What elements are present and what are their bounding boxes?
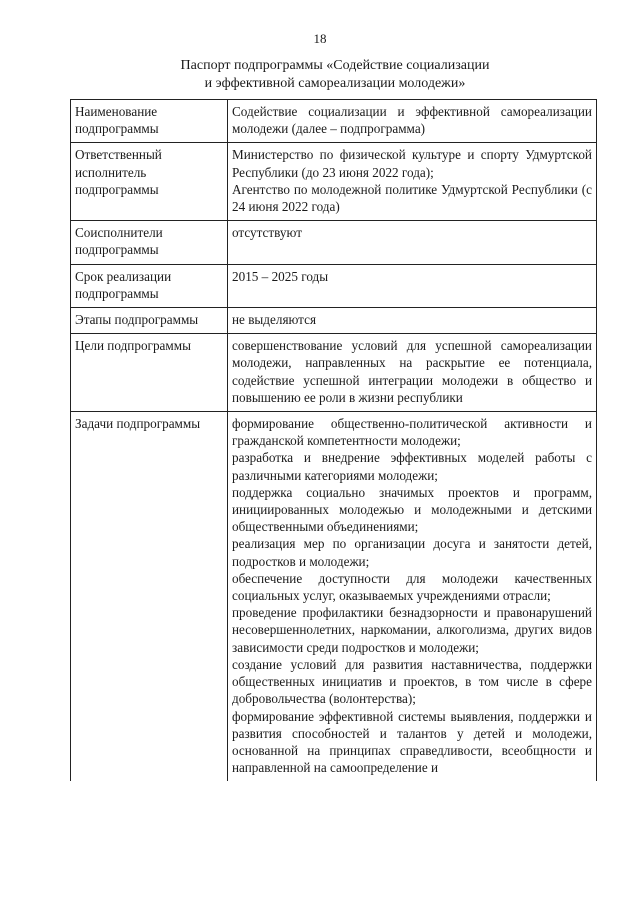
- row-label-executor: Ответственный исполнитель подпрограммы: [71, 143, 228, 221]
- row-value-goals: совершенствование условий для успешной самореализации молодежи, направленных на раскрытие ее потенциала, содействие успешной интеграции молодежи в общество и повышению ее роли в жизни республики: [228, 334, 597, 412]
- task-item: реализация мер по организации досуга и занятости детей, подростков и молодежи;: [232, 536, 592, 569]
- table-row: [71, 264, 597, 307]
- task-item: поддержка социально значимых проектов и программ, инициированных молодежью и молодежными и детскими общественными объединениями;: [232, 484, 592, 535]
- table-row: [71, 412, 597, 782]
- document-title-line-1: Паспорт подпрограммы «Содействие социализации: [180, 58, 490, 73]
- task-item: проведение профилактики безнадзорности и правонарушений несовершеннолетних, наркомании, алкоголизма, других видов зависимости среди подростков и молодежи;: [232, 605, 592, 655]
- row-label-goals: Цели подпрограммы: [71, 334, 228, 412]
- document-title: [70, 57, 600, 93]
- row-label-stages: Этапы подпрограммы: [71, 308, 228, 334]
- row-label-name: Наименование подпрограммы: [71, 100, 228, 143]
- row-value-coexecutors: отсутствуют: [228, 221, 597, 264]
- table-row: [71, 143, 597, 221]
- row-label-coexecutors: Соисполнители подпрограммы: [71, 221, 228, 264]
- task-item: формирование эффективной системы выявления, поддержки и развития способностей и талантов у детей и молодежи, основанной на принципах справедливости, всеобщности и направленной на самоопределение и: [232, 708, 592, 776]
- table-row: [71, 334, 597, 412]
- row-label-tasks: Задачи подпрограммы: [71, 412, 228, 782]
- page-number: 18: [313, 31, 327, 46]
- table-row: [71, 308, 597, 334]
- table-row: [71, 221, 597, 264]
- row-value-tasks: [228, 412, 597, 782]
- row-value-name: Содействие социализации и эффективной самореализации молодежи (далее – подпрограмма): [228, 100, 597, 143]
- table-row: [71, 100, 597, 143]
- row-value-executor: [228, 143, 597, 221]
- row-label-term: Срок реализации подпрограммы: [71, 264, 228, 307]
- task-item: создание условий для развития наставничества, поддержки общественных инициатив и проектов, в том числе в сфере добровольчества (волонтерства);: [232, 656, 592, 707]
- row-value-stages: не выделяются: [228, 308, 597, 334]
- passport-table: [70, 99, 597, 781]
- task-item: разработка и внедрение эффективных моделей работы с различными категориями молодежи;: [232, 450, 592, 483]
- executor-line: Министерство по физической культуре и спорту Удмуртской Республики (до 23 июня 2022 года);: [232, 147, 592, 180]
- task-item: обеспечение доступности для молодежи качественных социальных услуг, оказываемых учреждениями отрасли;: [232, 570, 592, 604]
- task-item: формирование общественно-политической активности и гражданской компетентности молодежи;: [232, 416, 592, 449]
- row-value-term: 2015 – 2025 годы: [228, 264, 597, 307]
- executor-line: Агентство по молодежной политике Удмуртской Республики (с 24 июня 2022 года): [232, 181, 592, 215]
- document-title-line-2: и эффективной самореализации молодежи»: [204, 76, 466, 91]
